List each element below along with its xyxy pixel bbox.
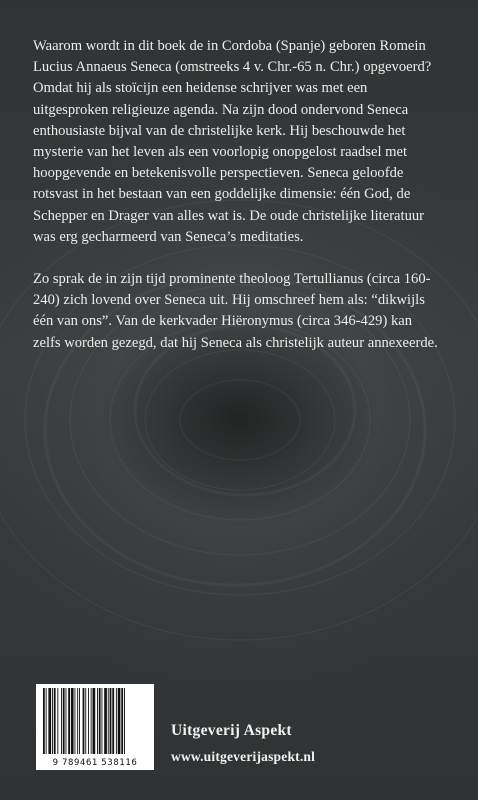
isbn-barcode: [36, 684, 154, 770]
barcode-bar: [77, 688, 78, 754]
barcode-bar: [52, 688, 53, 754]
publisher-website: www.uitgeverijaspekt.nl: [171, 749, 316, 764]
blurb-paragraph-1: Waarom wordt in dit boek de in Cordoba (Spanje) geboren Romein Lucius Annaeus Seneca (omstreeks 4 v. Chr.-65 n. Chr.) opgevoerd? Omdat hij als stoïcijn een heidense schrijver was met een uitgesproken religieuze agenda. Na zijn dood ondervond Seneca enthousiaste bijval van de christelijke kerk. Hij beschouwde het mysterie van het leven als een voorlopig onopgelost raadsel met hoopgevende en betekenisvolle perspectieven. Seneca geloofde rotsvast in het bestaan van een goddelijke dimensie: één God, de Schepper en Drager van alles wat is. De oude christelijke literatuur was erg gecharmeerd van Seneca’s meditaties.: [33, 38, 432, 245]
back-cover-blurb: [33, 36, 443, 354]
publisher-name: Uitgeverij Aspekt: [171, 722, 292, 739]
barcode-bar: [43, 688, 45, 754]
barcode-bar: [88, 688, 89, 754]
barcode-bar: [48, 688, 51, 754]
barcode-bar: [121, 688, 123, 754]
barcode-bar: [79, 688, 80, 754]
barcode-bar: [57, 688, 58, 754]
barcode-bar: [118, 688, 121, 754]
barcode-bars: [41, 688, 149, 756]
barcode-bar: [66, 688, 67, 754]
barcode-bar: [110, 688, 112, 754]
barcode-bar: [104, 688, 107, 754]
barcode-bar: [46, 688, 47, 754]
barcode-bar: [68, 688, 70, 754]
barcode-bar: [54, 688, 56, 754]
barcode-bar: [63, 688, 65, 754]
barcode-bar: [61, 688, 62, 754]
barcode-bar: [102, 688, 103, 754]
barcode-bar: [71, 688, 74, 754]
barcode-bar: [99, 688, 101, 754]
barcode-bar: [108, 688, 109, 754]
barcode-bar: [93, 688, 96, 754]
barcode-bar: [97, 688, 98, 754]
barcode-bar: [112, 688, 114, 754]
barcode-bar: [91, 688, 92, 754]
barcode-bar: [85, 688, 86, 754]
barcode-bar: [83, 688, 85, 754]
isbn-number: 9 789461 538116: [52, 758, 138, 768]
barcode-bar: [124, 688, 125, 754]
blurb-paragraph-2: Zo sprak de in zijn tijd prominente theoloog Tertullianus (circa 160-240) zich lovend over Seneca uit. Hij omschreef hem als: “dikwijls één van ons”. Van de kerkvader Hiëronymus (circa 346-429) kan zelfs worden gezegd, dat hij Seneca als christelijk auteur annexeerde.: [33, 271, 438, 351]
barcode-bar: [75, 688, 76, 754]
barcode-bar: [116, 688, 117, 754]
